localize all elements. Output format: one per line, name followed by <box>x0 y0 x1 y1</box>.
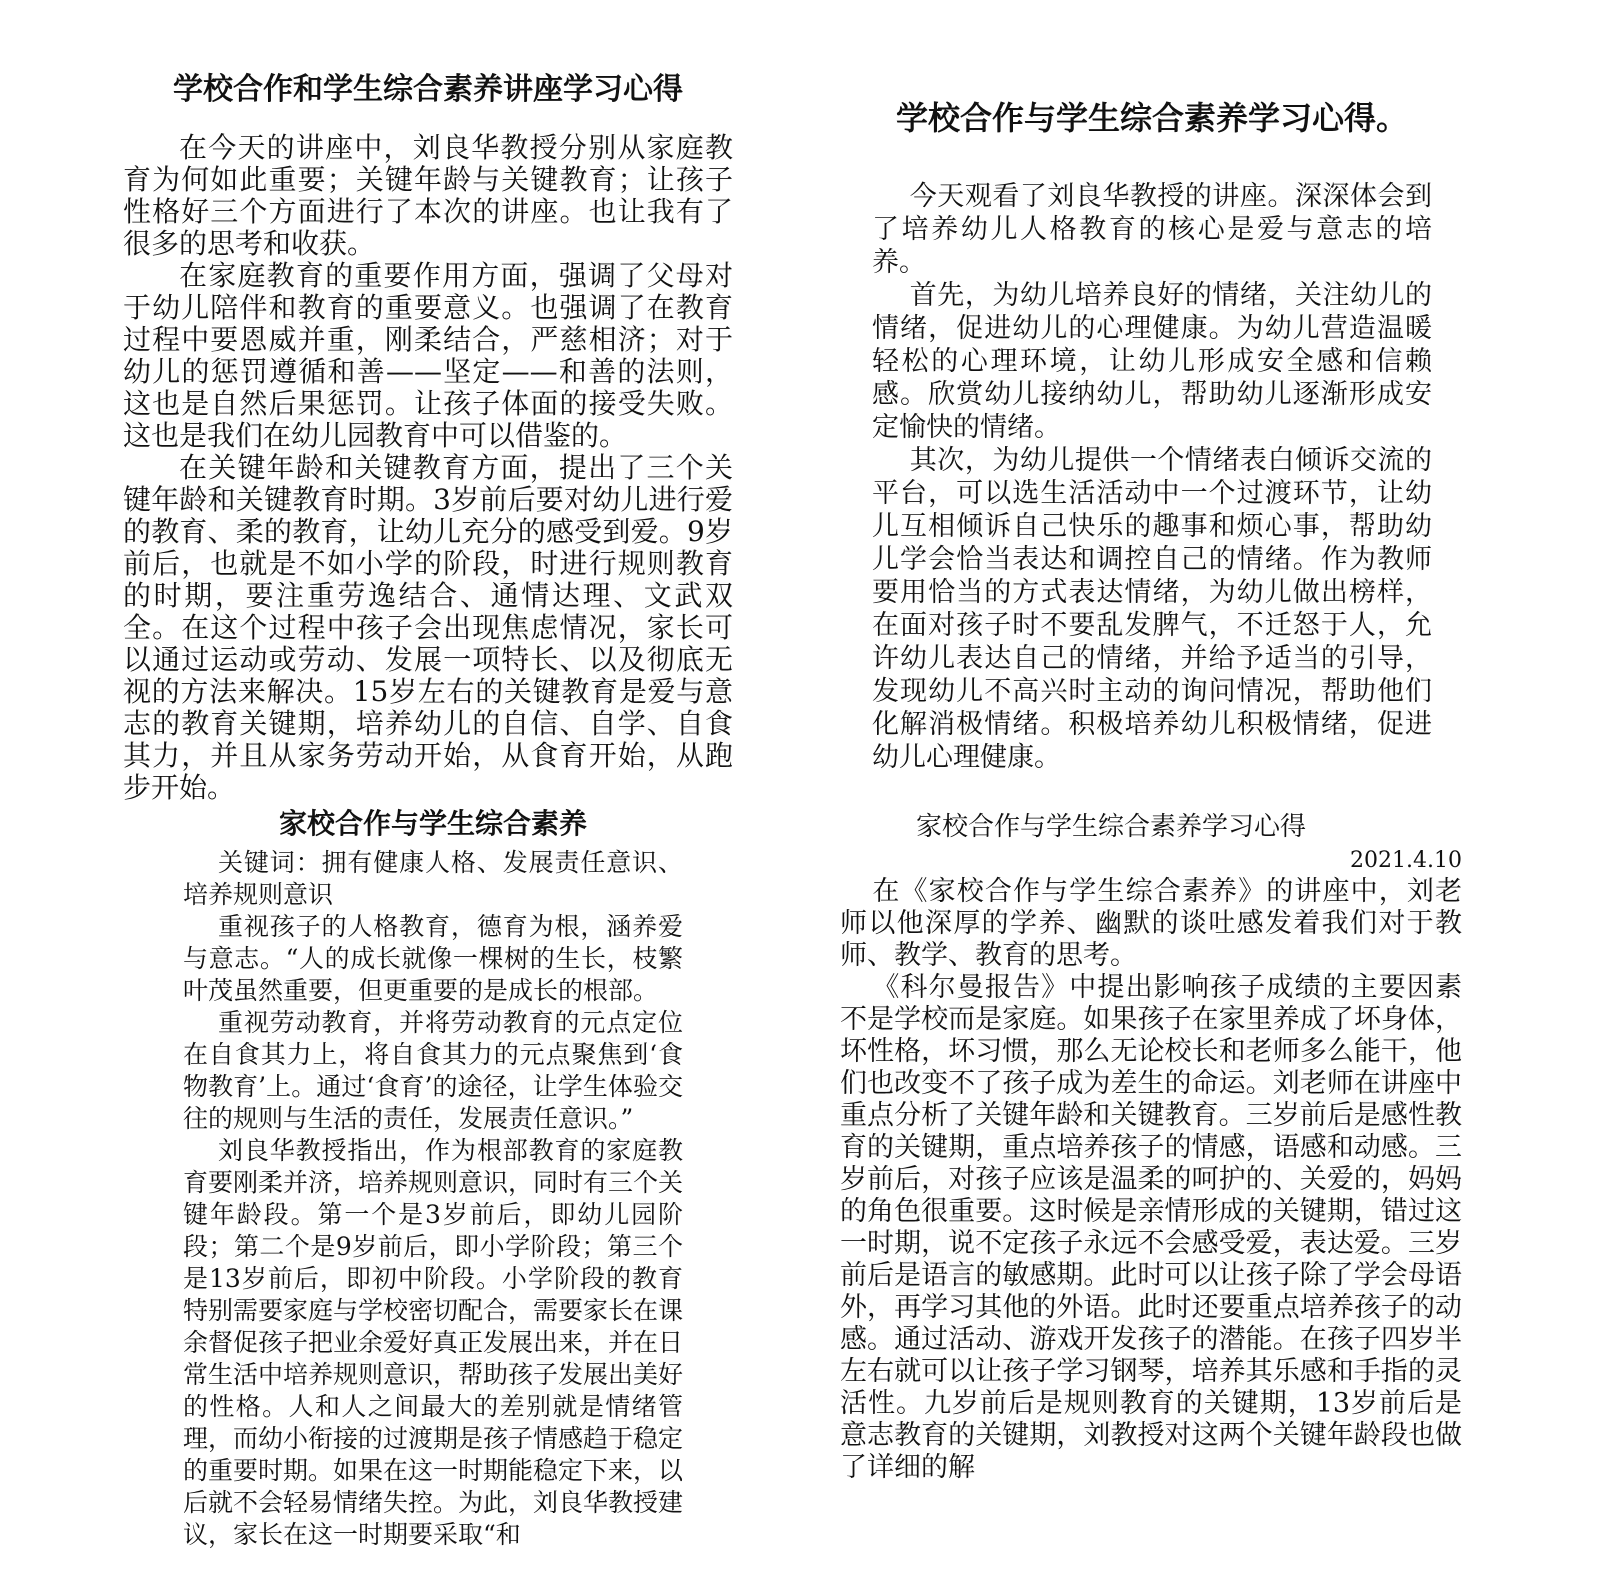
essay-title: 学校合作与学生综合素养学习心得。 <box>895 99 1408 137</box>
essay-paragraph: 在关键年龄和关键教育方面，提出了三个关键年龄和关键教育时期。3岁前后要对幼儿进行爱的教育、柔的教育，让幼儿充分的感受到爱。9岁前后，也就是不如小学的阶段，时进行规则教育的时期，要注重劳逸结合、通情达理、文武双全。在这个过程中孩子会出现焦虑情况，家长可以通过运动或劳动、发展一项特长、以及彻底无视的方法来解决。15岁左右的关键教育是爱与意志的教育关键期，培养幼儿的自信、自学、自食其力，并且从家务劳动开始，从食育开始，从跑步开始。 <box>123 451 733 804</box>
essay-paragraph: 在今天的讲座中，刘良华教授分别从家庭教育为何如此重要；关键年龄与关键教育；让孩子性格好三个方面进行了本次的讲座。也让我有了很多的思考和收获。 <box>123 131 733 260</box>
essay-paragraph: 《科尔曼报告》中提出影响孩子成绩的主要因素不是学校而是家庭。如果孩子在家里养成了坏身体，坏性格，坏习惯，那么无论校长和老师多么能干，他们也改变不了孩子成为差生的命运。刘老师在讲座中重点分析了关键年龄和关键教育。三岁前后是感性教育的关键期，重点培养孩子的情感，语感和动感。三岁前后，对孩子应该是温柔的呵护的、关爱的，妈妈的角色很重要。这时候是亲情形成的关键期，错过这一时期，说不定孩子永远不会感受爱，表达爱。三岁前后是语言的敏感期。此时可以让孩子除了学会母语外，再学习其他的外语。此时还要重点培养孩子的动感。通过活动、游戏开发孩子的潜能。在孩子四岁半左右就可以让孩子学习钢琴，培养其乐感和手指的灵活性。九岁前后是规则教育的关键期，13岁前后是意志教育的关键期，刘教授对这两个关键年龄段也做了详细的解 <box>840 972 1462 1483</box>
essay-keywords: 关键词：拥有健康人格、发展责任意识、培养规则意识 <box>183 848 683 909</box>
essay-panel-top-right <box>872 96 1432 773</box>
essay-panel-top-left <box>123 70 733 804</box>
essay-paragraph: 刘良华教授指出，作为根部教育的家庭教育要刚柔并济，培养规则意识，同时有三个关键年龄段。第一个是3岁前后，即幼儿园阶段；第二个是9岁前后，即小学阶段；第三个是13岁前后，即初中阶段。小学阶段的教育特别需要家庭与学校密切配合，需要家长在课余督促孩子把业余爱好真正发展出来，并在日常生活中培养规则意识，帮助孩子发展出美好的性格。人和人之间最大的差别就是情绪管理，而幼小衔接的过渡期是孩子情感趋于稳定的重要时期。如果在这一时期能稳定下来，以后就不会轻易情绪失控。为此，刘良华教授建议，家长在这一时期要采取“和 <box>183 1136 684 1549</box>
essay-paragraph: 重视劳动教育，并将劳动教育的元点定位在自食其力上，将自食其力的元点聚焦到‘食物教育’上。通过‘食育’的途径，让学生体验交往的规则与生活的责任，发展责任意识。” <box>183 1008 683 1133</box>
essay-title: 家校合作与学生综合素养 <box>278 807 587 840</box>
essay-paragraph: 在家庭教育的重要作用方面，强调了父母对于幼儿陪伴和教育的重要意义。也强调了在教育过程中要恩威并重，刚柔结合，严慈相济；对于幼儿的惩罚遵循和善——坚定——和善的法则，这也是自然后果惩罚。让孩子体面的接受失败。这也是我们在幼儿园教育中可以借鉴的。 <box>123 259 733 452</box>
essay-paragraph: 重视孩子的人格教育，德育为根，涵养爱与意志。“人的成长就像一棵树的生长，枝繁叶茂虽然重要，但更重要的是成长的根部。 <box>183 912 683 1005</box>
essay-paragraph: 在《家校合作与学生综合素养》的讲座中，刘老师以他深厚的学养、幽默的谈吐感发着我们对于教师、教学、教育的思考。 <box>840 876 1462 971</box>
essay-paragraph: 今天观看了刘良华教授的讲座。深深体会到了培养幼儿人格教育的核心是爱与意志的培养。 <box>872 181 1432 278</box>
essay-panel-bottom-right <box>840 808 1462 1492</box>
essay-date: 2021.4.10 <box>1350 848 1462 873</box>
essay-paragraph: 首先，为幼儿培养良好的情绪，关注幼儿的情绪，促进幼儿的心理健康。为幼儿营造温暖轻松的心理环境，让幼儿形成安全感和信赖感。欣赏幼儿接纳幼儿，帮助幼儿逐渐形成安定愉快的情绪。 <box>872 280 1432 443</box>
essay-title: 学校合作和学生综合素养讲座学习心得 <box>173 72 683 107</box>
essay-paragraph: 其次，为幼儿提供一个情绪表白倾诉交流的平台，可以选生活活动中一个过渡环节，让幼儿互相倾诉自己快乐的趣事和烦心事，帮助幼儿学会恰当表达和调控自己的情绪。作为教师要用恰当的方式表达情绪，为幼儿做出榜样，在面对孩子时不要乱发脾气，不迁怒于人，允许幼儿表达自己的情绪，并给予适当的引导，发现幼儿不高兴时主动的询问情况，帮助他们化解消极情绪。积极培养幼儿积极情绪，促进幼儿心理健康。 <box>872 445 1432 773</box>
essay-title: 家校合作与学生综合素养学习心得 <box>915 812 1306 842</box>
essay-panel-bottom-left <box>183 805 684 1549</box>
